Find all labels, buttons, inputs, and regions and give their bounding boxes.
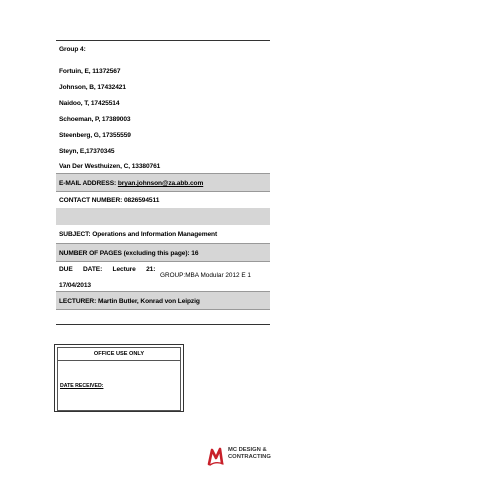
due-line-1: DUE DATE: Lecture 21: [59,266,156,273]
logo-line-2: CONTRACTING [228,454,271,460]
subject-row [59,231,217,238]
member-2: Johnson, B, 17432421 [59,84,126,91]
company-logo [206,446,286,470]
member-7: Van Der Westhuizen, C, 13380761 [59,163,161,170]
mc-logo-icon [206,446,226,468]
date-received-label: DATE RECEIVED: [60,383,104,389]
member-3: Naidoo, T, 17425514 [59,100,120,107]
blank-band [56,208,270,225]
subject-label: SUBJECT: [59,231,91,238]
due-line-2: 17/04/2013 [59,282,92,289]
logo-text [228,447,271,461]
office-use-box [54,344,184,412]
bottom-rule [56,324,270,325]
pages-label: NUMBER OF PAGES (excluding this page): [59,250,190,257]
subject-value: Operations and Information Management [92,231,218,238]
office-use-heading: OFFICE USE ONLY [58,348,180,361]
office-use-inner [57,347,181,411]
group-title: Group 4: [59,46,86,53]
contact-label: CONTACT NUMBER: [59,197,123,204]
contact-row [59,197,159,204]
member-4: Schoeman, P, 17389003 [59,116,131,123]
top-rule [56,40,270,41]
member-1: Fortuin, E, 11372567 [59,68,121,75]
email-label: E-MAIL ADDRESS: [59,180,117,187]
lecturer-value: Martin Butler, Konrad von Leipzig [97,298,200,305]
email-link[interactable]: bryan.johnson@za.abb.com [117,180,204,187]
group-code: GROUP:MBA Modular 2012 E 1 [160,272,251,279]
contact-value: 0826594511 [123,197,160,204]
logo-line-1: MC DESIGN & [228,447,267,453]
member-5: Steenberg, G, 17355559 [59,132,131,139]
email-row [59,180,203,187]
lecturer-label: LECTURER: [59,298,97,305]
pages-row [59,250,198,257]
lecturer-row [59,298,200,305]
member-6: Steyn, E,17370345 [59,148,115,155]
pages-value: 16 [191,250,199,257]
